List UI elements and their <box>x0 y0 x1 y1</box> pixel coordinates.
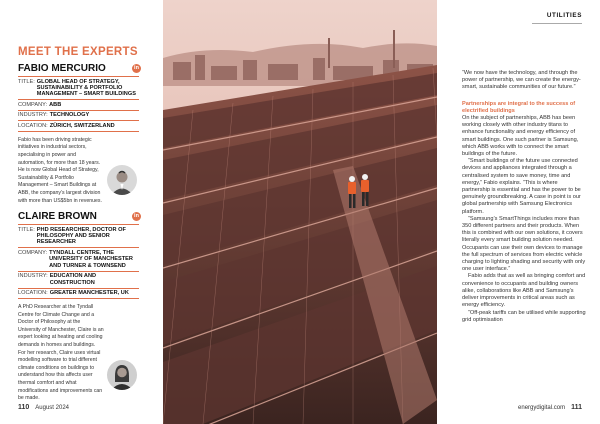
divider <box>532 23 582 24</box>
field-location: LOCATION: GREATER MANCHESTER, UK <box>18 289 139 300</box>
linkedin-icon[interactable]: in <box>132 212 141 221</box>
field-title: TITLE: GLOBAL HEAD OF STRATEGY, SUSTAINABILITY & PORTFOLIO MANAGEMENT – SMART BUILDINGS <box>18 77 139 100</box>
expert-bio: Fabio has been driving strategic initiatives in industrial sectors, specialising in power and automation, for more than 18 years. He is now Global Head of Strategy, Sustainability & Portfolio Management – Smart Buildings at ABB, the company’s largest division with more than US$5bn in revenues. <box>18 136 102 204</box>
paragraph: Fabio adds that as well as bringing comfort and convenience to occupants and building owners alike, collaborations like ABB and Samsung’s deliver improvements in critical areas such as energy efficiency. <box>462 273 586 309</box>
issue-date: August 2024 <box>35 405 69 411</box>
site-url[interactable]: energydigital.com <box>518 405 566 411</box>
avatar-fabio <box>107 165 137 195</box>
field-company: COMPANY: ABB <box>18 100 139 111</box>
experts-column <box>0 0 163 424</box>
field-industry: INDUSTRY: TECHNOLOGY <box>18 111 139 122</box>
page-number: 111 <box>571 404 582 411</box>
paragraph: “Smart buildings of the future use connected devices and appliances integrated through a centralised system to save money, time and energy,” Fabio explains. “This is where partnership is essential and has the power to be genuinely groundbreaking. A case in point is our global partnership with Samsung Electronics platform. <box>462 158 581 215</box>
linkedin-icon[interactable]: in <box>132 64 141 73</box>
field-industry: INDUSTRY: EDUCATION AND CONSTRUCTION <box>18 272 139 289</box>
field-title: TITLE: PHD RESEARCHER, DOCTOR OF PHILOSOPHY AND SENIOR RESEARCHER <box>18 225 139 248</box>
expert-bio: A PhD Researcher at the Tyndall Centre for Climate Change and a Doctor of Philosophy at the University of Manchester, Claire is an expert looking at heating and cooling demands in homes and buildings. For her research, Claire uses virtual modelling software to trial different climate conditions on buildings to understand how this affects user thermal comfort and what modifications and improvements can be made. <box>18 304 104 402</box>
page-number: 110 <box>18 404 30 411</box>
solar-roof-photo <box>163 0 437 424</box>
paragraph: “Samsung’s SmartThings includes more than 350 different partners and their products. When this is combined with our own solutions, it covers literally every smart building solution needed. Occupants can use their own devices to manage the full spectrum of services from electric vehicle charging to lighting shading and security with only one user interface.” <box>462 215 586 273</box>
avatar-claire <box>107 360 137 390</box>
section-title: MEET THE EXPERTS <box>18 46 138 58</box>
paragraph: On the subject of partnerships, ABB has been working closely with other industry titans to enhance functionality and energy efficiency of smart buildings. One such partner is Samsung, which ABB works with to connect the smart buildings of the future. <box>462 115 579 158</box>
paragraph: “Off-peak tariffs can be utilised while supporting grid optimisation <box>462 309 586 323</box>
page-footer-right <box>518 404 582 411</box>
pull-quote: “We now have the technology, and through the power of partnership, we can create the energy-smart, sustainable communities of our future.” <box>462 70 581 91</box>
field-location: LOCATION: ZÜRICH, SWITZERLAND <box>18 121 139 132</box>
field-company: COMPANY: TYNDALL CENTRE, THE UNIVERSITY OF MANCHESTER AND TURNER & TOWNSEND <box>18 248 139 271</box>
page-footer-left <box>18 404 69 411</box>
section-tag: UTILITIES <box>546 12 582 19</box>
article-column <box>437 0 600 424</box>
article-body <box>462 70 587 324</box>
expert-name: CLAIRE BROWN <box>18 211 97 222</box>
expert-name: FABIO MERCURIO <box>18 63 106 74</box>
subheading: Partnerships are integral to the success of electrified buildings <box>462 100 576 114</box>
